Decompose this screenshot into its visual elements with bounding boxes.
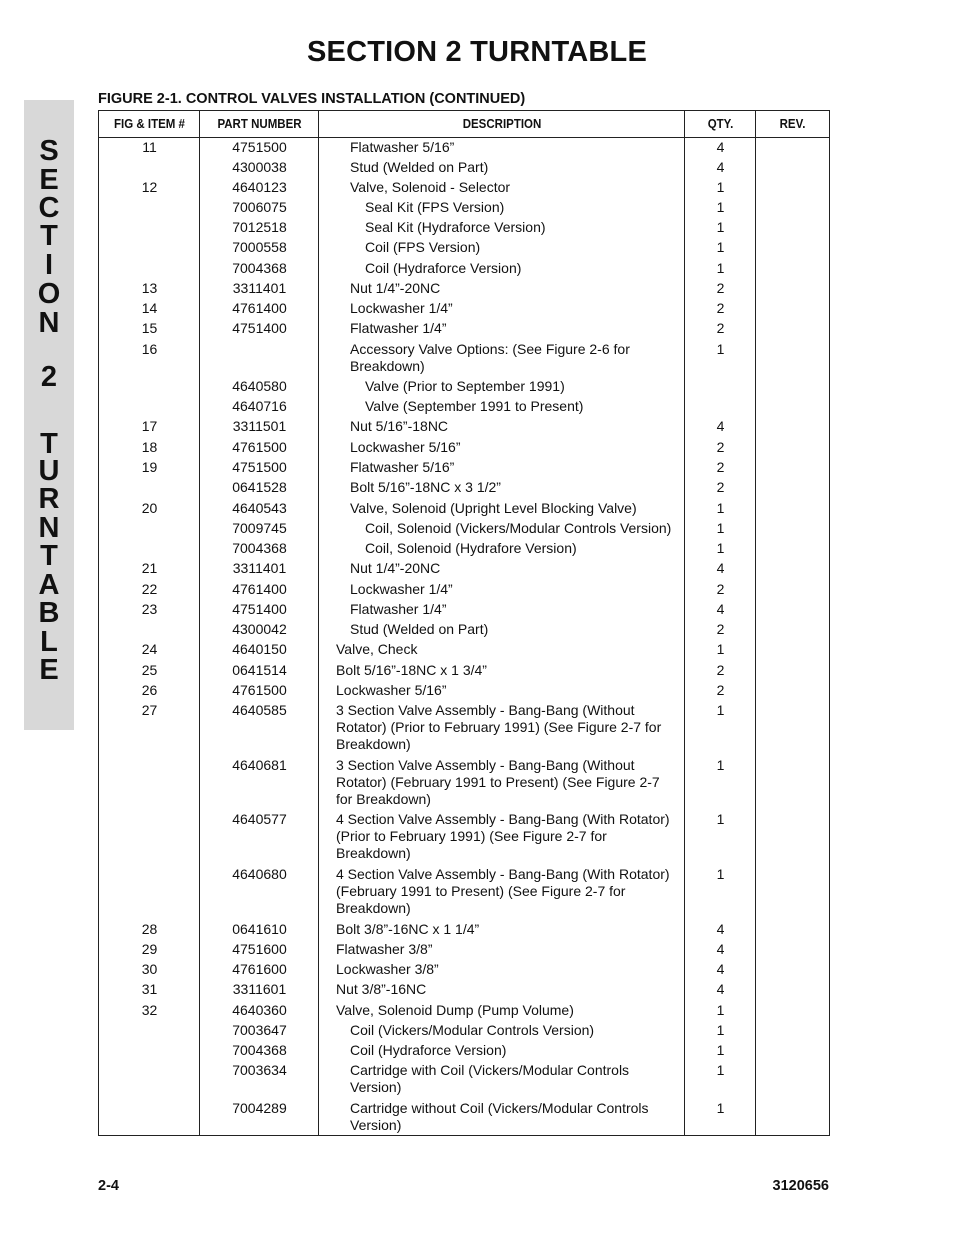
document-number: 3120656 <box>772 1178 829 1194</box>
part-number-cell: 7004368 <box>232 1042 287 1058</box>
qty-cell: 4 <box>716 961 725 977</box>
qty-cell: 1 <box>716 1022 725 1038</box>
qty-cell: 2 <box>716 320 725 336</box>
description-cell: 3 Section Valve Assembly - Bang-Bang (Without Rotator) (Prior to February 1991) (See Figure 2-7 for Breakdown) <box>336 702 662 752</box>
figure-title: FIGURE 2-1. CONTROL VALVES INSTALLATION (CONTINUED) <box>98 91 526 107</box>
qty-cell: 2 <box>716 280 725 296</box>
side-tab-letter: C <box>38 192 60 224</box>
description-cell: Cartridge without Coil (Vickers/Modular Controls Version) <box>350 1100 649 1133</box>
part-number-cell: 4640580 <box>232 378 287 394</box>
part-number-cell: 4640716 <box>232 398 287 414</box>
part-number-cell: 4751500 <box>232 139 287 155</box>
item-number-cell: 13 <box>141 280 158 296</box>
col-header-qty: QTY. <box>707 117 734 131</box>
part-number-cell: 0641514 <box>232 662 287 678</box>
description-cell: Seal Kit (Hydraforce Version) <box>365 219 546 235</box>
description-cell: Valve (Prior to September 1991) <box>365 378 565 394</box>
part-number-cell: 4640681 <box>232 757 287 773</box>
qty-cell: 1 <box>716 500 725 516</box>
part-number-cell: 4751400 <box>232 320 287 336</box>
part-number-cell: 7006075 <box>232 199 287 215</box>
part-number-cell: 4761500 <box>232 682 287 698</box>
side-tab-letter: N <box>38 307 60 339</box>
qty-cell: 1 <box>716 219 725 235</box>
qty-cell: 2 <box>716 439 725 455</box>
description-cell: Stud (Welded on Part) <box>350 159 489 175</box>
description-cell: Nut 3/8”-16NC <box>336 981 427 997</box>
side-tab-letter: T <box>40 220 58 252</box>
item-number-cell: 24 <box>141 641 158 657</box>
part-number-cell: 4640150 <box>232 641 287 657</box>
part-number-cell: 4300042 <box>232 621 287 637</box>
part-number-cell: 7004289 <box>232 1100 287 1116</box>
qty-cell: 1 <box>716 199 725 215</box>
side-tab-letter: E <box>39 164 59 196</box>
part-number-cell: 3311401 <box>232 560 287 576</box>
qty-cell: 2 <box>716 682 725 698</box>
side-tab-letter: I <box>44 249 54 281</box>
description-cell: Coil (Hydraforce Version) <box>350 1042 507 1058</box>
item-number-cell: 26 <box>141 682 158 698</box>
part-number-cell: 0641528 <box>232 479 287 495</box>
part-number-cell: 4640680 <box>232 866 287 882</box>
description-cell: Flatwasher 5/16” <box>350 459 455 475</box>
item-number-cell: 29 <box>141 941 158 957</box>
description-cell: Bolt 5/16”-18NC x 3 1/2” <box>350 479 501 495</box>
description-cell: Coil, Solenoid (Hydrafore Version) <box>365 540 577 556</box>
description-cell: Flatwasher 1/4” <box>350 320 447 336</box>
description-cell: Valve, Solenoid (Upright Level Blocking Valve) <box>350 500 637 516</box>
qty-cell: 1 <box>716 1042 725 1058</box>
qty-cell: 4 <box>716 921 725 937</box>
qty-cell: 2 <box>716 300 725 316</box>
description-cell: Cartridge with Coil (Vickers/Modular Controls Version) <box>350 1062 630 1095</box>
col-header-part-number: PART NUMBER <box>217 117 302 131</box>
part-number-cell: 7003634 <box>232 1062 287 1078</box>
description-cell: Lockwasher 5/16” <box>336 682 447 698</box>
qty-cell: 4 <box>716 560 725 576</box>
side-tab-letter: U <box>38 455 60 487</box>
description-cell: Coil (FPS Version) <box>365 239 481 255</box>
qty-cell: 1 <box>716 520 725 536</box>
qty-cell: 1 <box>716 179 725 195</box>
part-number-cell: 4640543 <box>232 500 287 516</box>
part-number-cell: 4640577 <box>232 811 287 827</box>
qty-cell: 1 <box>716 641 725 657</box>
item-number-cell: 11 <box>142 139 157 155</box>
side-tab-letter: B <box>38 597 60 629</box>
side-tab-letter: T <box>40 428 58 460</box>
qty-cell: 2 <box>716 581 725 597</box>
description-cell: Valve, Solenoid Dump (Pump Volume) <box>336 1002 574 1018</box>
item-number-cell: 22 <box>141 581 158 597</box>
part-number-cell: 4751400 <box>232 601 287 617</box>
description-cell: Lockwasher 5/16” <box>350 439 461 455</box>
item-number-cell: 12 <box>141 179 158 195</box>
item-number-cell: 23 <box>141 601 158 617</box>
qty-cell: 1 <box>716 540 725 556</box>
description-cell: Accessory Valve Options: (See Figure 2-6 for Breakdown) <box>350 341 630 374</box>
description-cell: Stud (Welded on Part) <box>350 621 489 637</box>
part-number-cell: 7003647 <box>232 1022 287 1038</box>
qty-cell: 1 <box>716 757 725 773</box>
qty-cell: 1 <box>716 866 725 882</box>
side-tab-letter: 2 <box>40 361 58 393</box>
part-number-cell: 4751500 <box>232 459 287 475</box>
description-cell: 4 Section Valve Assembly - Bang-Bang (With Rotator) (February 1991 to Present) (See Figure 2-7 for Breakdown) <box>336 866 670 916</box>
part-number-cell: 7012518 <box>232 219 287 235</box>
qty-cell: 1 <box>716 1002 725 1018</box>
item-number-cell: 16 <box>141 341 158 357</box>
side-tab-letter: A <box>38 569 60 601</box>
part-number-cell: 4751600 <box>232 941 287 957</box>
side-tab-letter: O <box>37 278 61 310</box>
qty-cell: 1 <box>716 811 725 827</box>
side-tab-letter: L <box>40 626 58 658</box>
part-number-cell: 4761500 <box>232 439 287 455</box>
side-tab-letter: E <box>39 654 59 686</box>
parts-table <box>98 110 830 1136</box>
part-number-cell: 7004368 <box>232 540 287 556</box>
side-tab-letter: S <box>39 135 59 167</box>
qty-cell: 1 <box>716 260 725 276</box>
description-cell: Flatwasher 1/4” <box>350 601 447 617</box>
qty-cell: 2 <box>716 621 725 637</box>
part-number-cell: 4761400 <box>232 581 287 597</box>
description-cell: Valve, Solenoid - Selector <box>350 179 511 195</box>
description-cell: Nut 1/4”-20NC <box>350 280 441 296</box>
item-number-cell: 21 <box>141 560 158 576</box>
item-number-cell: 15 <box>141 320 158 336</box>
part-number-cell: 4640123 <box>232 179 287 195</box>
description-cell: Flatwasher 5/16” <box>350 139 455 155</box>
description-cell: Nut 1/4”-20NC <box>350 560 441 576</box>
side-tab-letter: N <box>38 512 60 544</box>
side-tab-letter: T <box>40 540 58 572</box>
qty-cell: 2 <box>716 662 725 678</box>
item-number-cell: 20 <box>141 500 158 516</box>
side-tab-letter: R <box>38 483 60 515</box>
description-cell: Lockwasher 3/8” <box>336 961 439 977</box>
qty-cell: 1 <box>716 702 725 718</box>
part-number-cell: 4761600 <box>232 961 287 977</box>
description-cell: Lockwasher 1/4” <box>350 581 453 597</box>
description-cell: Valve (September 1991 to Present) <box>365 398 584 414</box>
qty-cell: 4 <box>716 139 725 155</box>
qty-cell: 1 <box>716 1062 725 1078</box>
description-cell: Coil (Vickers/Modular Controls Version) <box>350 1022 595 1038</box>
qty-cell: 1 <box>716 1100 725 1116</box>
description-cell: Bolt 3/8”-16NC x 1 1/4” <box>336 921 480 937</box>
description-cell: Bolt 5/16”-18NC x 1 3/4” <box>336 662 487 678</box>
item-number-cell: 18 <box>141 439 158 455</box>
item-number-cell: 30 <box>141 961 158 977</box>
table-header <box>99 111 829 138</box>
item-number-cell: 32 <box>141 1002 158 1018</box>
item-number-cell: 27 <box>141 702 158 718</box>
part-number-cell: 3311601 <box>232 981 287 997</box>
description-cell: Flatwasher 3/8” <box>336 941 433 957</box>
page-title: SECTION 2 TURNTABLE <box>307 36 647 68</box>
qty-cell: 4 <box>716 981 725 997</box>
qty-cell: 2 <box>716 459 725 475</box>
description-cell: Seal Kit (FPS Version) <box>365 199 505 215</box>
part-number-cell: 4640585 <box>232 702 287 718</box>
part-number-cell: 4761400 <box>232 300 287 316</box>
description-cell: Valve, Check <box>336 641 418 657</box>
description-cell: Coil, Solenoid (Vickers/Modular Controls Version) <box>365 520 672 536</box>
part-number-cell: 4300038 <box>232 159 287 175</box>
part-number-cell: 7009745 <box>232 520 287 536</box>
description-cell: Nut 5/16”-18NC <box>350 418 449 434</box>
part-number-cell: 7004368 <box>232 260 287 276</box>
description-cell: Coil (Hydraforce Version) <box>365 260 522 276</box>
qty-cell: 4 <box>716 941 725 957</box>
section-side-tab <box>24 100 74 730</box>
qty-cell: 4 <box>716 159 725 175</box>
part-number-cell: 7000558 <box>232 239 287 255</box>
part-number-cell: 3311401 <box>232 280 287 296</box>
description-cell: 3 Section Valve Assembly - Bang-Bang (Without Rotator) (February 1991 to Present) (See Figure 2-7 for Breakdown) <box>336 757 660 807</box>
item-number-cell: 31 <box>141 981 158 997</box>
part-number-cell: 4640360 <box>232 1002 287 1018</box>
item-number-cell: 25 <box>141 662 158 678</box>
item-number-cell: 17 <box>141 418 158 434</box>
col-header-description: DESCRIPTION <box>462 117 542 131</box>
qty-cell: 4 <box>716 418 725 434</box>
qty-cell: 2 <box>716 479 725 495</box>
item-number-cell: 19 <box>141 459 158 475</box>
col-header-item: FIG & ITEM # <box>114 117 185 131</box>
col-header-rev: REV. <box>779 117 806 131</box>
part-number-cell: 3311501 <box>232 418 287 434</box>
description-cell: 4 Section Valve Assembly - Bang-Bang (With Rotator) (Prior to February 1991) (See Figure 2-7 for Breakdown) <box>336 811 670 861</box>
page-number: 2-4 <box>98 1178 119 1194</box>
qty-cell: 1 <box>716 239 725 255</box>
part-number-cell: 0641610 <box>232 921 287 937</box>
qty-cell: 4 <box>716 601 725 617</box>
item-number-cell: 28 <box>141 921 158 937</box>
qty-cell: 1 <box>716 341 725 357</box>
description-cell: Lockwasher 1/4” <box>350 300 453 316</box>
item-number-cell: 14 <box>141 300 158 316</box>
